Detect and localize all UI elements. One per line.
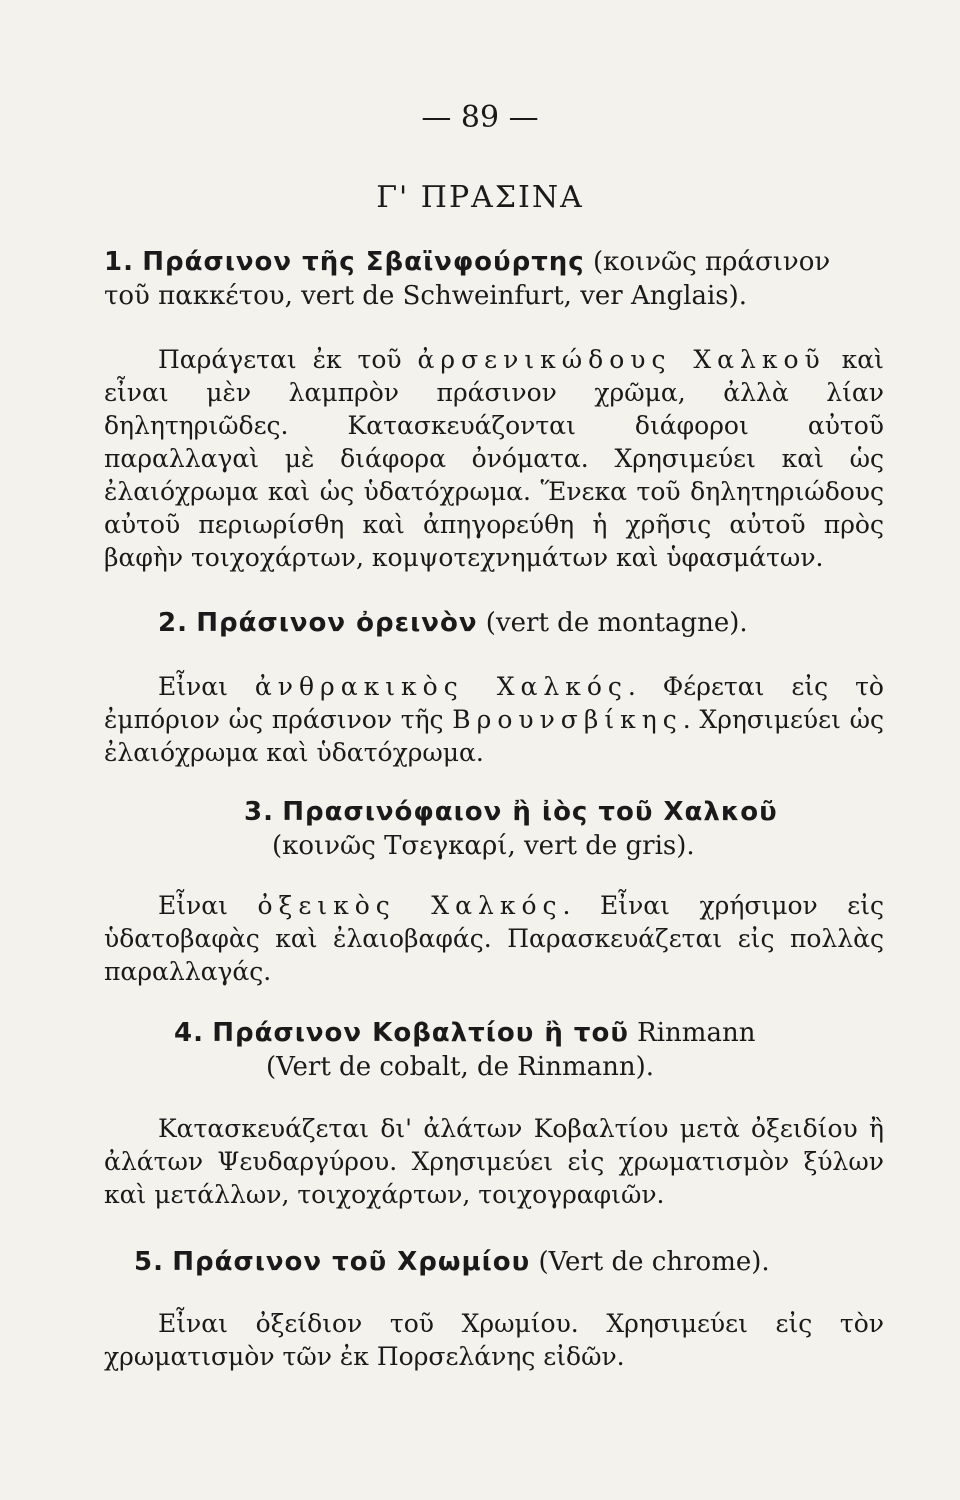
- item-2-body: Εἶναι ἀνθρακικὸς Χαλκός. Φέρεται εἰς τὸ ἐμπόριον ὡς πράσινον τῆς Βρουνσβίκης. Χρησιμεύει ὡς ἐλαιόχρωμα καὶ ὑδατόχρωμα.: [104, 672, 884, 767]
- section-title: Γ' ΠΡΑΣΙΝΑ: [376, 180, 584, 215]
- item-2-title: Πράσινον ὀρεινὸν: [196, 608, 478, 638]
- item-4-heading-line2: (Vert de cobalt, de Rinmann).: [266, 1052, 654, 1082]
- item-5-heading-rest: (Vert de chrome).: [530, 1247, 770, 1277]
- item-3-heading: 3. Πρασινόφαιον ἢ ἰὸς τοῦ Χαλκοῦ: [244, 797, 778, 827]
- item-5-title: Πράσινον τοῦ Χρωμίου: [172, 1247, 531, 1277]
- item-1: [104, 245, 884, 574]
- item-2-heading-rest: (vert de montagne).: [477, 608, 748, 638]
- item-1-title: Πράσινον τῆς Σβαϊνφούρτης: [142, 247, 585, 277]
- item-4-title: Πράσινον Κοβαλτίου ἢ τοῦ: [212, 1018, 629, 1048]
- item-3-title: Πρασινόφαιον ἢ ἰὸς τοῦ Χαλκοῦ: [282, 797, 778, 827]
- item-4-heading: 4. Πράσινον Κοβαλτίου ἢ τοῦ Rinmann: [174, 1018, 756, 1048]
- item-2-heading: 2. Πράσινον ὀρεινὸν (vert de montagne).: [158, 608, 748, 638]
- item-3-body: Εἶναι ὀξεικὸς Χαλκός. Εἶναι χρήσιμον εἰς ὑδατοβαφὰς καὶ ἐλαιοβαφάς. Παρασκευάζεται εἰς πολλὰς παραλλαγάς.: [104, 891, 884, 986]
- item-5-heading: 5. Πράσινον τοῦ Χρωμίου (Vert de chrome).: [134, 1247, 770, 1277]
- item-5: [104, 1245, 884, 1373]
- item-1-body: Παράγεται ἐκ τοῦ ἀρσενικώδους Χαλκοῦ καὶ εἶναι μὲν λαμπρὸν πράσινον χρῶμα, ἀλλὰ λίαν δηλητηριῶδες. Κατασκευάζονται διάφοροι αὐτοῦ παραλλαγαὶ μὲ διάφορα ὀνόματα. Χρησιμεύει καὶ ὡς ἐλαιόχρωμα καὶ ὡς ὑδατόχρωμα. Ἕνεκα τοῦ δηλητηριώδους αὐτοῦ περιωρίσθη καὶ ἀπηγορεύθη ἡ χρῆσις αὐτοῦ πρὸς βαφὴν τοιχοχάρτων, κομψοτεχνημάτων καὶ ὑφασμάτων.: [104, 345, 884, 572]
- item-4-heading-rest: Rinmann: [628, 1018, 756, 1048]
- item-1-heading-rest: (κοινῶς πράσινον τοῦ πακκέτου, vert de Schweinfurt, ver Anglais).: [104, 247, 831, 311]
- item-4-body: Κατασκευάζεται δι' ἀλάτων Κοβαλτίου μετὰ ὀξειδίου ἢ ἀλάτων Ψευδαργύρου. Χρησιμεύει εἰς χρωματισμὸν ξύλων καὶ μετάλλων, τοιχοχάρτων, τοιχογραφιῶν.: [104, 1114, 884, 1209]
- page-number: — 89 —: [421, 100, 539, 135]
- item-2: [104, 606, 884, 769]
- item-1-heading: 1. Πράσινον τῆς Σβαϊνφούρτης (κοινῶς πράσινον τοῦ πακκέτου, vert de Schweinfurt, ver Anglais).: [104, 247, 831, 311]
- item-4: [104, 1016, 884, 1211]
- item-3: [104, 795, 884, 988]
- item-5-body: Εἶναι ὀξείδιον τοῦ Χρωμίου. Χρησιμεύει εἰς τὸν χρωματισμὸν τῶν ἐκ Πορσελάνης εἰδῶν.: [104, 1309, 884, 1371]
- item-3-heading-line2: (κοινῶς Τσεγκαρί, vert de gris).: [272, 831, 695, 861]
